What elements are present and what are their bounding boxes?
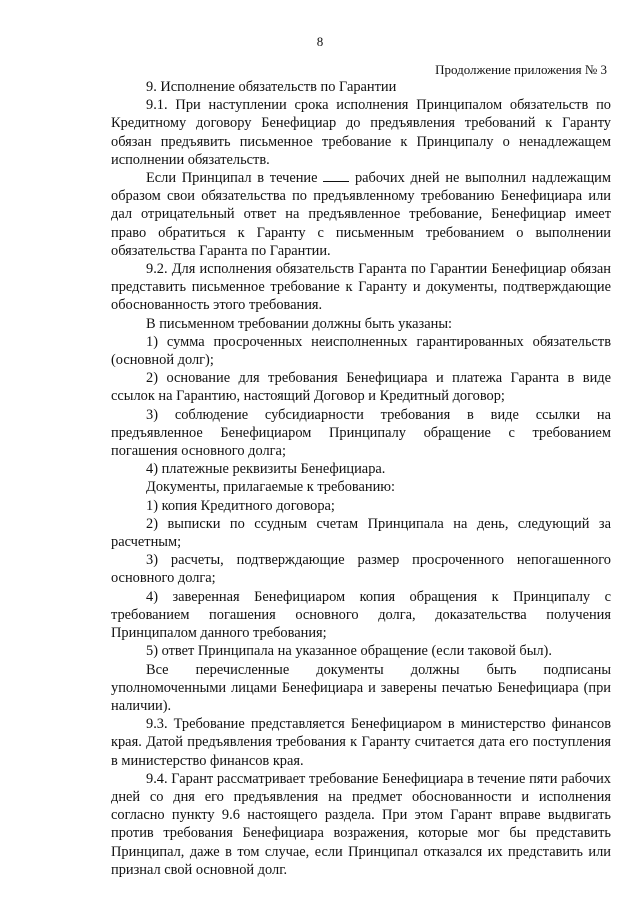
paragraph-9-4: 9.4. Гарант рассматривает требование Бенефициара в течение пяти рабочих дней со дня его предъявления на предмет обоснованности и исполнения согласно пункту 9.6 настоящего раздела. При этом Гарант вправе выдвигать против требования Бенефициара возражения, которые мог бы представить Принципал, даже в том случае, если Принципал отказался их представить или признал свой основной долг.	[111, 770, 611, 878]
blank-days-field	[323, 169, 349, 182]
page-number: 8	[316, 34, 324, 49]
paragraph-9-1-continued	[111, 169, 611, 260]
document-item: 2) выписки по ссудным счетам Принципала на день, следующий за расчетным;	[111, 515, 611, 551]
paragraph-9-2: 9.2. Для исполнения обязательств Гаранта по Гарантии Бенефициар обязан представить письменное требование к Гаранту и документы, подтверждающие обоснованность этого требования.	[111, 261, 611, 314]
documents-intro: Документы, прилагаемые к требованию:	[146, 479, 396, 496]
signed-note: Все перечисленные документы должны быть подписаны уполномоченными лицами Бенефициара и заверены печатью Бенефициара (при наличии).	[111, 661, 611, 714]
paragraph-9-3: 9.3. Требование представляется Бенефициаром в министерство финансов края. Датой предъявления требования к Гаранту считается дата его поступления в министерство финансов края.	[111, 716, 611, 769]
requirement-item: 2) основание для требования Бенефициара и платежа Гаранта в виде ссылок на Гарантию, настоящий Договор и Кредитный договор;	[111, 370, 611, 405]
document-item: 4) заверенная Бенефициаром копия обращения к Принципалу с требованием погашения основного долга, доказательства получения Принципалом данного требования;	[111, 588, 611, 642]
requirement-item: 1) сумма просроченных неисполненных гарантированных обязательств (основной долг);	[111, 333, 611, 369]
requirement-item: 4) платежные реквизиты Бенефициара.	[146, 461, 386, 478]
requirement-intro: В письменном требовании должны быть указаны:	[146, 315, 452, 332]
appendix-continuation-note: Продолжение приложения № 3	[435, 62, 607, 77]
document-body	[111, 78, 611, 879]
document-item: 5) ответ Принципала на указанное обращение (если таковой был).	[146, 643, 552, 660]
paragraph-9-1: 9.1. При наступлении срока исполнения Принципалом обязательств по Кредитному договору Бенефициар до предъявления требований к Гаранту обязан предъявить письменное требование к Принципалу о ненадлежащем исполнении обязательств.	[111, 97, 611, 168]
paragraph-9-1-continued-end: рабочих дней не выполнил надлежащим образом свои обязательства по предъявленному требованию Бенефициара или дал отрицательный ответ на предъявленное требование, Бенефициар имеет право обратиться к Гаранту с письменным требованием о выполнении обязательства Гаранта по Гарантии.	[111, 170, 611, 259]
document-item: 3) расчеты, подтверждающие размер просроченного непогашенного основного долга;	[111, 552, 611, 587]
requirement-item: 3) соблюдение субсидиарности требования в виде ссылки на предъявленное Бенефициаром Принципалу обращение с требованием погашения основного долга;	[111, 406, 611, 460]
document-item: 1) копия Кредитного договора;	[146, 497, 335, 514]
paragraph-9-1-continued-start: Если Принципал в течение	[146, 170, 318, 187]
section-heading: 9. Исполнение обязательств по Гарантии	[146, 79, 397, 95]
